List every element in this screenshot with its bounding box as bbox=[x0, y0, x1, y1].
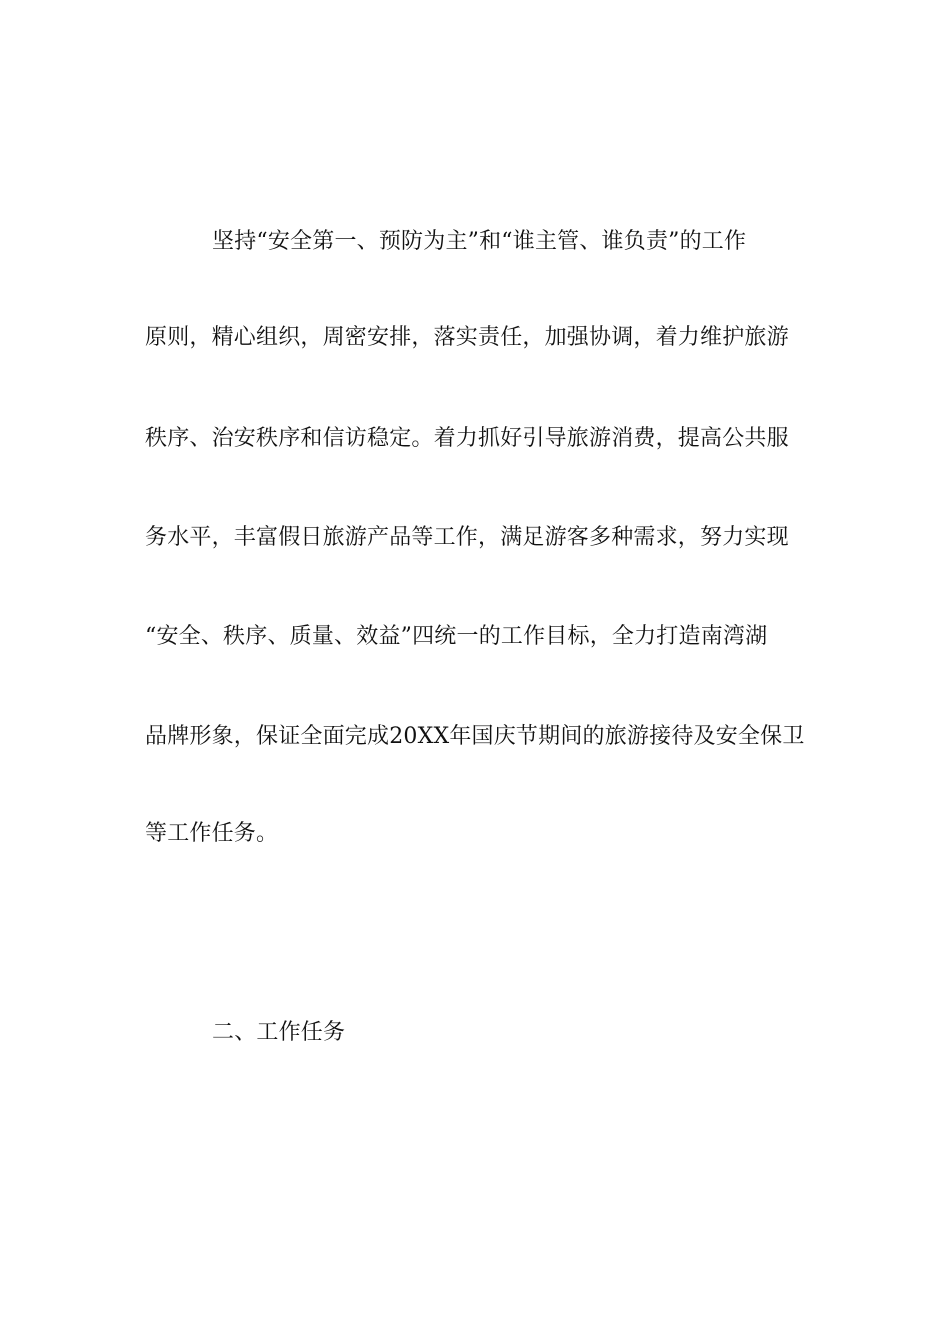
section-heading: 二、工作任务 bbox=[212, 1020, 346, 1045]
paragraph-line-4: 务水平，丰富假日旅游产品等工作，满足游客多种需求，努力实现 bbox=[145, 525, 789, 550]
paragraph-line-1: 坚持“安全第一、预防为主”和“谁主管、谁负责”的工作 bbox=[212, 229, 747, 254]
paragraph-line-2: 原则，精心组织，周密安排，落实责任，加强协调，着力维护旅游 bbox=[145, 325, 789, 350]
paragraph-line-7: 等工作任务。 bbox=[145, 821, 279, 846]
paragraph-line-3: 秩序、治安秩序和信访稳定。着力抓好引导旅游消费，提高公共服 bbox=[145, 426, 789, 451]
paragraph-line-5: “安全、秩序、质量、效益”四统一的工作目标，全力打造南湾湖 bbox=[145, 624, 768, 649]
paragraph-line-6: 品牌形象，保证全面完成20XX年国庆节期间的旅游接待及安全保卫 bbox=[145, 724, 805, 749]
